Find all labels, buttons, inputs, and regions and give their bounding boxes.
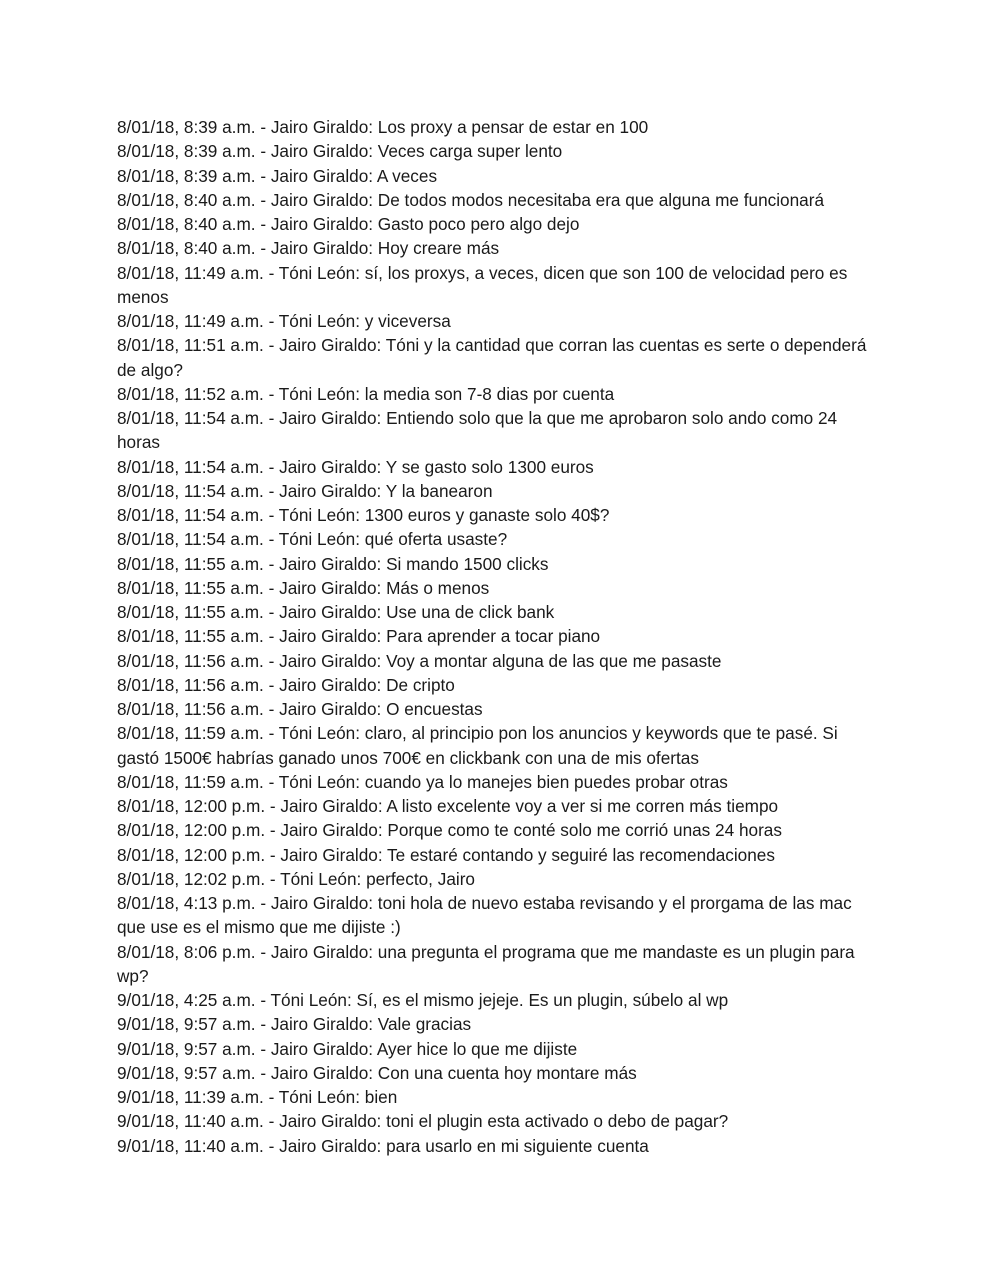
chat-message: 8/01/18, 11:52 a.m. - Tóni León: la media son 7-8 dias por cuenta [117,383,615,404]
chat-message: 8/01/18, 11:55 a.m. - Jairo Giraldo: Para aprender a tocar piano [117,626,601,647]
chat-message: 8/01/18, 11:59 a.m. - Tóni León: cuando ya lo manejes bien puedes probar otras [117,771,728,792]
chat-message: 8/01/18, 11:49 a.m. - Tóni León: sí, los proxys, a veces, dicen que son 100 de velocidad pero es menos [117,262,848,307]
chat-message: 8/01/18, 8:39 a.m. - Jairo Giraldo: A veces [117,165,438,186]
chat-message: 8/01/18, 12:00 p.m. - Jairo Giraldo: Te estaré contando y seguiré las recomendaciones [117,844,775,865]
chat-log [117,115,877,1158]
chat-message: 8/01/18, 11:59 a.m. - Tóni León: claro, al principio pon los anuncios y keywords que te pasé. Si gastó 1500€ habrías ganado unos 700€ en clickbank con una de mis ofertas [117,723,838,768]
chat-message: 9/01/18, 11:40 a.m. - Jairo Giraldo: toni el plugin esta activado o debo de pagar? [117,1111,729,1132]
chat-message: 8/01/18, 12:00 p.m. - Jairo Giraldo: A listo excelente voy a ver si me corren más tiempo [117,796,779,816]
chat-message: 9/01/18, 9:57 a.m. - Jairo Giraldo: Ayer hice lo que me dijiste [117,1038,578,1059]
chat-message: 8/01/18, 11:54 a.m. - Tóni León: qué oferta usaste? [117,529,508,550]
chat-message: 8/01/18, 4:13 p.m. - Jairo Giraldo: toni hola de nuevo estaba revisando y el prorgama de las mac que use es el mismo que me dijiste :) [117,893,852,938]
chat-message: 8/01/18, 11:56 a.m. - Jairo Giraldo: Voy a montar alguna de las que me pasaste [117,650,722,671]
chat-message: 8/01/18, 8:40 a.m. - Jairo Giraldo: Gasto poco pero algo dejo [117,214,580,234]
chat-message: 9/01/18, 9:57 a.m. - Jairo Giraldo: Vale gracias [117,1014,472,1035]
chat-message: 8/01/18, 12:02 p.m. - Tóni León: perfecto, Jairo [117,868,475,889]
chat-message: 9/01/18, 9:57 a.m. - Jairo Giraldo: Con una cuenta hoy montare más [117,1062,637,1083]
chat-message: 8/01/18, 8:39 a.m. - Jairo Giraldo: Veces carga super lento [117,141,563,162]
chat-message: 8/01/18, 8:40 a.m. - Jairo Giraldo: De todos modos necesitaba era que alguna me funcionará [117,189,825,210]
chat-message: 8/01/18, 8:40 a.m. - Jairo Giraldo: Hoy creare más [117,238,500,259]
chat-message: 8/01/18, 11:54 a.m. - Jairo Giraldo: Y la banearon [117,480,493,501]
chat-message: 8/01/18, 11:51 a.m. - Jairo Giraldo: Tóni y la cantidad que corran las cuentas es serte o dependerá de algo? [117,335,867,380]
chat-message: 8/01/18, 11:54 a.m. - Jairo Giraldo: Y se gasto solo 1300 euros [117,456,594,477]
chat-message: 8/01/18, 12:00 p.m. - Jairo Giraldo: Porque como te conté solo me corrió unas 24 horas [117,820,782,841]
chat-message: 8/01/18, 11:56 a.m. - Jairo Giraldo: O encuestas [117,699,483,719]
chat-message: 8/01/18, 11:49 a.m. - Tóni León: y viceversa [117,311,451,331]
chat-message: 9/01/18, 4:25 a.m. - Tóni León: Sí, es el mismo jejeje. Es un plugin, súbelo al wp [117,990,729,1010]
chat-message: 8/01/18, 11:55 a.m. - Jairo Giraldo: Use una de click bank [117,602,555,622]
chat-message: 8/01/18, 11:55 a.m. - Jairo Giraldo: Si mando 1500 clicks [117,553,549,574]
chat-message: 8/01/18, 11:55 a.m. - Jairo Giraldo: Más o menos [117,577,490,598]
chat-message: 8/01/18, 11:54 a.m. - Jairo Giraldo: Entiendo solo que la que me aprobaron solo ando como 24 horas [117,408,838,453]
chat-message: 9/01/18, 11:39 a.m. - Tóni León: bien [117,1087,398,1107]
chat-message: 8/01/18, 8:39 a.m. - Jairo Giraldo: Los proxy a pensar de estar en 100 [117,117,649,137]
chat-message: 9/01/18, 11:40 a.m. - Jairo Giraldo: para usarlo en mi siguiente cuenta [117,1135,649,1156]
chat-message: 8/01/18, 11:54 a.m. - Tóni León: 1300 euros y ganaste solo 40$? [117,505,610,525]
chat-message: 8/01/18, 11:56 a.m. - Jairo Giraldo: De cripto [117,674,455,695]
chat-message: 8/01/18, 8:06 p.m. - Jairo Giraldo: una pregunta el programa que me mandaste es un plugin para wp? [117,941,855,986]
